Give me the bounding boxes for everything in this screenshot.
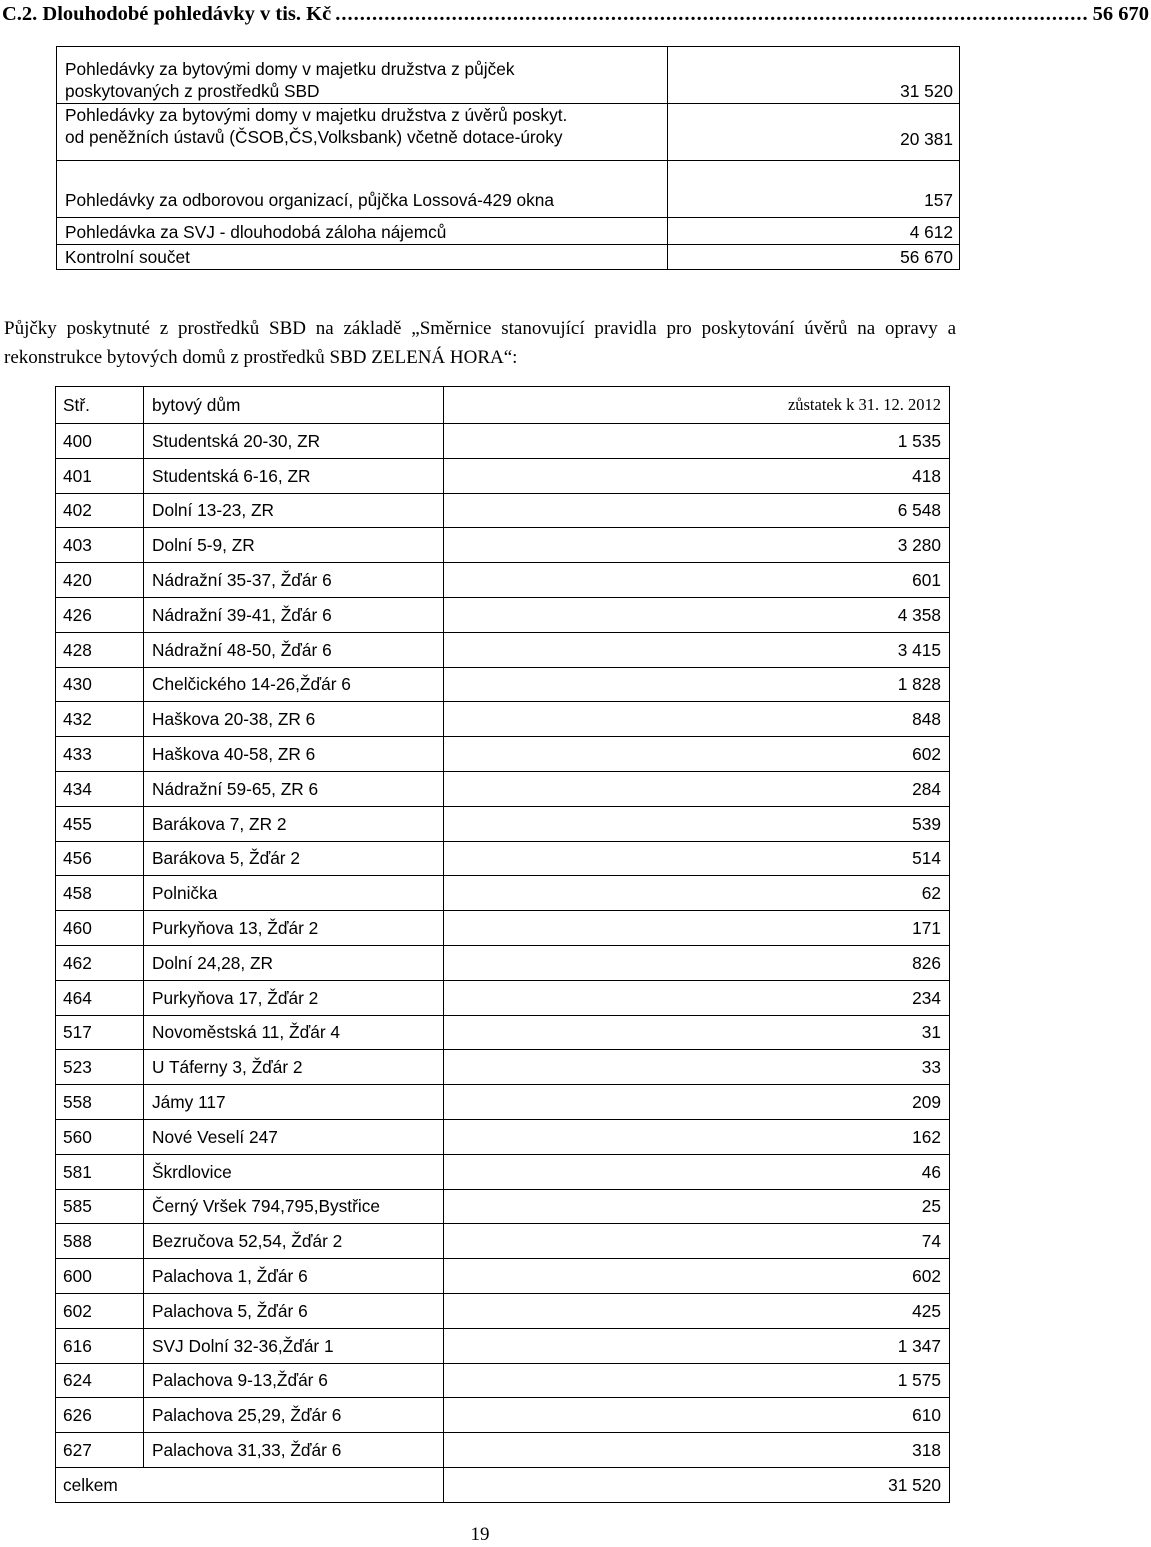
loan-code: 585 (56, 1189, 144, 1224)
loan-code: 428 (56, 632, 144, 667)
loan-row (56, 737, 950, 772)
loan-amount: 1 575 (444, 1363, 950, 1398)
loan-amount: 318 (444, 1433, 950, 1468)
loan-amount: 74 (444, 1224, 950, 1259)
loan-code: 430 (56, 667, 144, 702)
loan-row (56, 1224, 950, 1259)
loan-house: Dolní 24,28, ZR (144, 945, 444, 980)
loan-amount: 4 358 (444, 597, 950, 632)
loan-amount: 602 (444, 737, 950, 772)
loan-row (56, 945, 950, 980)
loan-row (56, 1328, 950, 1363)
loan-code: 517 (56, 1015, 144, 1050)
loan-row (56, 632, 950, 667)
loan-house: Dolní 13-23, ZR (144, 493, 444, 528)
loan-row (56, 1119, 950, 1154)
loan-row (56, 876, 950, 911)
loan-house: Palachova 1, Žďár 6 (144, 1259, 444, 1294)
loan-amount: 418 (444, 458, 950, 493)
loan-row (56, 597, 950, 632)
loan-amount: 1 828 (444, 667, 950, 702)
loan-amount: 162 (444, 1119, 950, 1154)
loans-total-row (56, 1467, 950, 1502)
loan-amount: 514 (444, 841, 950, 876)
summary-row (57, 218, 960, 245)
loan-house: Palachova 9-13,Žďár 6 (144, 1363, 444, 1398)
loan-code: 523 (56, 1050, 144, 1085)
loan-code: 420 (56, 563, 144, 598)
loan-amount: 1 347 (444, 1328, 950, 1363)
loan-house: Palachova 31,33, Žďár 6 (144, 1433, 444, 1468)
loan-row (56, 563, 950, 598)
loan-row (56, 1293, 950, 1328)
loan-row (56, 980, 950, 1015)
loan-house: Purkyňova 17, Žďár 2 (144, 980, 444, 1015)
loan-code: 581 (56, 1154, 144, 1189)
loan-amount: 601 (444, 563, 950, 598)
loan-house: Dolní 5-9, ZR (144, 528, 444, 563)
summary-value: 157 (668, 161, 960, 218)
loan-house: Jámy 117 (144, 1085, 444, 1120)
header-amount: zůstatek k 31. 12. 2012 (444, 387, 950, 424)
loan-amount: 25 (444, 1189, 950, 1224)
loan-row (56, 528, 950, 563)
loan-row (56, 806, 950, 841)
loan-house: Polnička (144, 876, 444, 911)
loan-code: 403 (56, 528, 144, 563)
loan-house: Barákova 5, Žďár 2 (144, 841, 444, 876)
section-title: C.2. Dlouhodobé pohledávky v tis. Kč (2, 2, 332, 25)
loan-house: Bezručova 52,54, Žďár 2 (144, 1224, 444, 1259)
summary-label-line: Pohledávky za bytovými domy v majetku družstva z půjček (65, 59, 515, 79)
loan-house: Nové Veselí 247 (144, 1119, 444, 1154)
loan-amount: 234 (444, 980, 950, 1015)
loans-intro-paragraph: Půjčky poskytnuté z prostředků SBD na základě „Směrnice stanovující pravidla pro poskytování úvěrů na opravy a rekonstrukce bytových domů z prostředků SBD ZELENÁ HORA“: (4, 318, 956, 368)
summary-value: 56 670 (668, 245, 960, 270)
summary-value: 31 520 (668, 47, 960, 104)
loan-amount: 171 (444, 911, 950, 946)
loans-table (55, 386, 950, 1503)
loan-house: Haškova 40-58, ZR 6 (144, 737, 444, 772)
loan-house: Studentská 6-16, ZR (144, 458, 444, 493)
loan-code: 462 (56, 945, 144, 980)
loan-amount: 31 (444, 1015, 950, 1050)
loan-code: 455 (56, 806, 144, 841)
loan-amount: 3 415 (444, 632, 950, 667)
loan-code: 588 (56, 1224, 144, 1259)
loan-code: 460 (56, 911, 144, 946)
loan-code: 626 (56, 1398, 144, 1433)
loan-amount: 284 (444, 771, 950, 806)
loan-code: 627 (56, 1433, 144, 1468)
loan-row (56, 1154, 950, 1189)
summary-row (57, 104, 960, 161)
section-total: 56 670 (1092, 2, 1149, 25)
loan-code: 624 (56, 1363, 144, 1398)
loan-amount: 1 535 (444, 424, 950, 459)
loan-house: Purkyňova 13, Žďár 2 (144, 911, 444, 946)
section-heading (0, 0, 1149, 28)
summary-label (57, 104, 668, 161)
summary-row (57, 47, 960, 104)
summary-label-line: Kontrolní součet (65, 247, 190, 267)
loan-code: 616 (56, 1328, 144, 1363)
loan-code: 432 (56, 702, 144, 737)
loan-code: 458 (56, 876, 144, 911)
loan-row (56, 1363, 950, 1398)
receivables-summary-table (56, 46, 960, 270)
loan-amount: 539 (444, 806, 950, 841)
loan-house: Škrdlovice (144, 1154, 444, 1189)
loan-house: SVJ Dolní 32-36,Žďár 1 (144, 1328, 444, 1363)
loan-code: 558 (56, 1085, 144, 1120)
loan-amount: 209 (444, 1085, 950, 1120)
loan-house: Novoměstská 11, Žďár 4 (144, 1015, 444, 1050)
loan-row (56, 841, 950, 876)
loans-header-row (56, 387, 950, 424)
loan-house: Studentská 20-30, ZR (144, 424, 444, 459)
loan-code: 456 (56, 841, 144, 876)
loan-row (56, 1189, 950, 1224)
loan-house: Nádražní 39-41, Žďár 6 (144, 597, 444, 632)
summary-label (57, 218, 668, 245)
loan-amount: 46 (444, 1154, 950, 1189)
loan-house: Chelčického 14-26,Žďár 6 (144, 667, 444, 702)
summary-label-line: Pohledávka za SVJ - dlouhodobá záloha nájemců (65, 222, 447, 242)
loan-row (56, 493, 950, 528)
leader-dots: ........................................................................................................................... (335, 2, 1089, 25)
loan-row (56, 1398, 950, 1433)
loan-row (56, 1015, 950, 1050)
total-amount: 31 520 (444, 1467, 950, 1502)
loan-code: 600 (56, 1259, 144, 1294)
loan-house: Nádražní 35-37, Žďár 6 (144, 563, 444, 598)
loan-code: 401 (56, 458, 144, 493)
loan-house: Nádražní 59-65, ZR 6 (144, 771, 444, 806)
loan-row (56, 1050, 950, 1085)
loan-code: 400 (56, 424, 144, 459)
summary-label-line: od peněžních ústavů (ČSOB,ČS,Volksbank) včetně dotace-úroky (65, 127, 563, 147)
loan-row (56, 1433, 950, 1468)
loan-house: Palachova 25,29, Žďár 6 (144, 1398, 444, 1433)
summary-row (57, 245, 960, 270)
loan-row (56, 424, 950, 459)
loan-house: Černý Vršek 794,795,Bystřice (144, 1189, 444, 1224)
summary-label (57, 47, 668, 104)
loan-row (56, 1259, 950, 1294)
loan-amount: 3 280 (444, 528, 950, 563)
summary-value: 20 381 (668, 104, 960, 161)
summary-label (57, 245, 668, 270)
loan-code: 560 (56, 1119, 144, 1154)
loan-code: 602 (56, 1293, 144, 1328)
loan-code: 426 (56, 597, 144, 632)
loan-house: Palachova 5, Žďár 6 (144, 1293, 444, 1328)
loan-code: 433 (56, 737, 144, 772)
loan-amount: 6 548 (444, 493, 950, 528)
summary-label-line: poskytovaných z prostředků SBD (65, 81, 320, 101)
loan-amount: 610 (444, 1398, 950, 1433)
loan-amount: 826 (444, 945, 950, 980)
loan-amount: 33 (444, 1050, 950, 1085)
summary-row (57, 161, 960, 218)
loan-row (56, 1085, 950, 1120)
loan-house: Nádražní 48-50, Žďár 6 (144, 632, 444, 667)
loan-row (56, 702, 950, 737)
loan-house: Haškova 20-38, ZR 6 (144, 702, 444, 737)
page-number: 19 (470, 1524, 490, 1545)
loan-house: Barákova 7, ZR 2 (144, 806, 444, 841)
loan-code: 434 (56, 771, 144, 806)
header-house: bytový dům (144, 387, 444, 424)
loan-row (56, 911, 950, 946)
loan-amount: 62 (444, 876, 950, 911)
summary-value: 4 612 (668, 218, 960, 245)
loan-house: U Táferny 3, Žďár 2 (144, 1050, 444, 1085)
loan-amount: 602 (444, 1259, 950, 1294)
summary-label (57, 161, 668, 218)
loan-amount: 425 (444, 1293, 950, 1328)
loan-row (56, 667, 950, 702)
total-label: celkem (56, 1467, 444, 1502)
loan-code: 464 (56, 980, 144, 1015)
loan-amount: 848 (444, 702, 950, 737)
summary-label-line: Pohledávky za bytovými domy v majetku družstva z úvěrů poskyt. (65, 105, 568, 125)
loan-code: 402 (56, 493, 144, 528)
loan-row (56, 771, 950, 806)
summary-label-line: Pohledávky za odborovou organizací, půjčka Lossová-429 okna (65, 190, 554, 210)
header-code: Stř. (56, 387, 144, 424)
loan-row (56, 458, 950, 493)
